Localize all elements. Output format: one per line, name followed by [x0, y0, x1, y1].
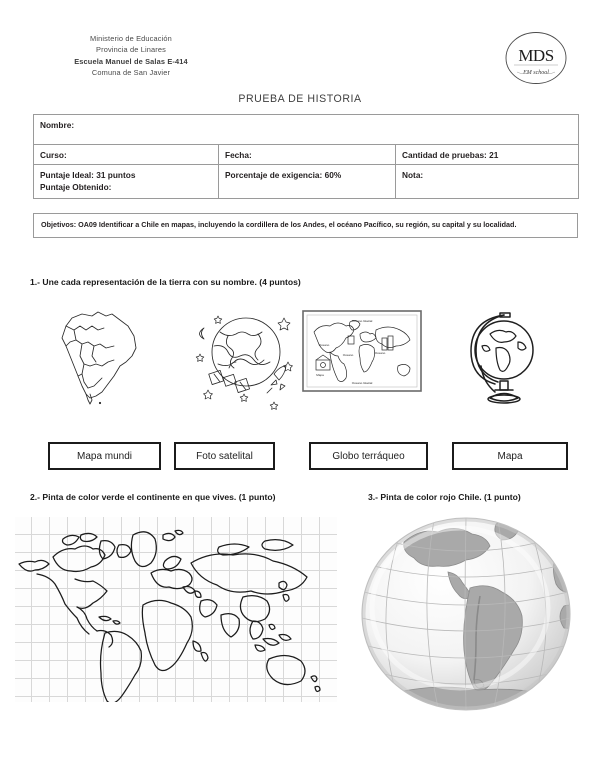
svg-text:Oceano Glacial: Oceano Glacial	[351, 381, 373, 385]
svg-text:Oceano Glacial: Oceano Glacial	[351, 319, 373, 323]
south-america-outline-illustration[interactable]	[48, 304, 158, 409]
svg-text:Oceano: Oceano	[342, 353, 354, 357]
nombre-cell[interactable]: Nombre:	[34, 115, 579, 145]
header-line-ministry: Ministerio de Educación	[90, 34, 172, 43]
svg-text:Oceano: Oceano	[374, 351, 386, 355]
header-line-province: Provincia de Linares	[96, 45, 166, 55]
nota-cell[interactable]: Nota:	[396, 165, 579, 199]
option-box-mapa-mundi[interactable]: Mapa mundi	[48, 442, 161, 470]
puntaje-obtenido-label: Puntaje Obtenido:	[40, 182, 112, 193]
earth-with-satellite-illustration[interactable]	[188, 302, 300, 410]
puntaje-cell[interactable]	[34, 165, 219, 199]
table-row	[34, 145, 579, 165]
student-identification-table	[33, 114, 579, 199]
porcentaje-exigencia-cell: Porcentaje de exigencia: 60%	[219, 165, 396, 199]
curso-cell[interactable]: Curso:	[34, 145, 219, 165]
school-logo	[497, 29, 575, 87]
header-line-commune: Comuna de San Javier	[91, 67, 171, 77]
header-line-school: Escuela Manuel de Salas E-414	[74, 56, 188, 66]
world-outline-map-grid[interactable]	[15, 517, 337, 702]
illustration-row	[30, 300, 575, 412]
school-header	[26, 33, 236, 78]
option-box-globo-terraqueo[interactable]: Globo terráqueo	[309, 442, 428, 470]
svg-text:MDS: MDS	[518, 46, 554, 65]
fecha-cell[interactable]: Fecha:	[219, 145, 396, 165]
puntaje-ideal-label: Puntaje Ideal: 31 puntos	[40, 170, 136, 181]
svg-text:Oceano: Oceano	[318, 343, 330, 347]
question-1-text: 1.- Une cada representación de la tierra con su nombre. (4 puntos)	[30, 277, 301, 287]
framed-world-map-illustration[interactable]	[302, 310, 422, 392]
question-3-text: 3.- Pinta de color rojo Chile. (1 punto)	[368, 492, 521, 502]
svg-text:Mapa: Mapa	[316, 373, 324, 377]
option-box-mapa[interactable]: Mapa	[452, 442, 568, 470]
question-2-text: 2.- Pinta de color verde el continente en que vives. (1 punto)	[30, 492, 276, 502]
table-row	[34, 115, 579, 145]
objectives-box: Objetivos: OA09 Identificar a Chile en mapas, incluyendo la cordillera de los Andes, el océano Pacífico, su región, su capital y su localidad.	[33, 213, 578, 238]
desk-globe-illustration[interactable]	[450, 302, 555, 410]
option-box-foto-satelital[interactable]: Foto satelital	[174, 442, 275, 470]
svg-text:EM school: EM school	[523, 70, 549, 76]
page-title: PRUEBA DE HISTORIA	[238, 93, 362, 105]
table-row	[34, 165, 579, 199]
globe-americas-render[interactable]	[352, 514, 580, 714]
cantidad-pruebas-cell: Cantidad de pruebas: 21	[396, 145, 579, 165]
